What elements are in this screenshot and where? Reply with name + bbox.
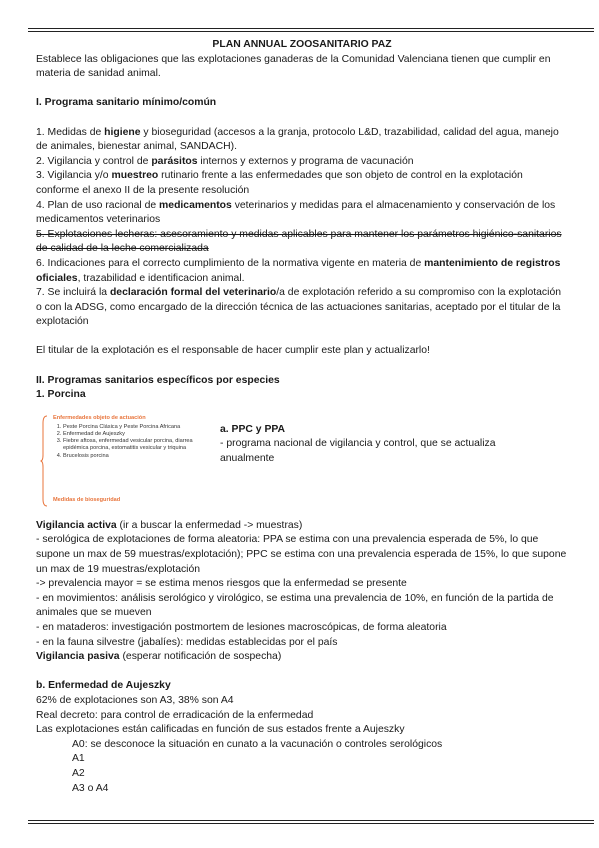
aujeszky-heading: b. Enfermedad de Aujeszky <box>36 680 171 692</box>
section1-item-7: 7. Se incluirá la declaración formal del veterinario/a de explotación referido a su compromiso con la explotación o con la ADSG, como encargado de la dirección técnica de las actuaciones sanitarias, aceptado por el titular de la explotación <box>36 287 561 328</box>
top-rule-2 <box>28 31 594 32</box>
responsible-note: El titular de la explotación es el responsable de hacer cumplir este plan y actualizarlo! <box>36 345 430 357</box>
section1-item-3: 3. Vigilancia y/o muestreo rutinario frente a las enfermedades que son objeto de control en la explotación conforme el anexo II de la presente resolución <box>36 170 523 196</box>
surveillance-line: -> prevalencia mayor = se estima menos riesgos que la enfermedad se presente <box>36 578 407 590</box>
document-title: PLAN ANNUAL ZOOSANITARIO PAZ <box>212 39 392 50</box>
ppc-ppa-block <box>220 413 520 511</box>
aujeszky-line: Real decreto: para control de erradicación de la enfermedad <box>36 709 314 721</box>
aujeszky-line: Las explotaciones están calificadas en función de sus estados frente a Aujeszky <box>36 724 405 736</box>
section1-heading: I. Programa sanitario mínimo/común <box>36 97 217 109</box>
surveillance-line: - en movimientos: análisis serológico y virológico, se estima una prevalencia de 10%, en función de la partida de animales que se mueven <box>36 592 554 619</box>
aujeszky-grade: A0: se desconoce la situación en cunato a la vacunación o controles serológicos <box>72 738 443 750</box>
diseases-list <box>53 424 207 460</box>
intro-paragraph: Establece las obligaciones que las explotaciones ganaderas de la Comunidad Valenciana tienen que cumplir en materia de sanidad animal. <box>36 53 551 80</box>
curly-brace-icon <box>40 415 48 507</box>
diseases-box <box>40 413 204 511</box>
surveillance-line: - en la fauna silvestre (jabalíes): medidas establecidas por el país <box>36 636 338 648</box>
disease-item: 2. Enfermedad de Aujeszky <box>63 431 207 438</box>
bottom-rule-1 <box>28 820 594 821</box>
section1-item-2: 2. Vigilancia y control de parásitos internos y externos y programa de vacunación <box>36 155 414 167</box>
section1-item-4: 4. Plan de uso racional de medicamentos veterinarios y medidas para el almacenamiento y conservación de los medicamentos veterinarios <box>36 199 556 226</box>
disease-item: 1. Peste Porcina Clásica y Peste Porcina Africana <box>63 424 207 431</box>
ppc-ppa-heading: a. PPC y PPA <box>220 423 286 435</box>
surveillance-line: - serológica de explotaciones de forma aleatoria: PPA se estima con una prevalencia esperada de 5%, lo que supone un max de 59 muestras/explotación); PPC se estima con una prevalencia esperada de 15%, lo que supone un max de 19 muestras/explotación <box>36 534 567 575</box>
section1-item-6: 6. Indicaciones para el correcto cumplimiento de la normativa vigente en materia de mantenimiento de registros oficiales, trazabilidad e identificacion animal. <box>36 257 561 284</box>
aujeszky-grade: A1 <box>72 753 85 765</box>
porcina-overview <box>36 413 568 511</box>
aujeszky-grade: A3 o A4 <box>72 782 109 794</box>
aujeszky-grade: A2 <box>72 767 85 779</box>
disease-item: 4. Brucelosis porcina <box>63 453 207 460</box>
active-surveillance-heading: Vigilancia activa (ir a buscar la enfermedad -> muestras) <box>36 519 303 531</box>
aujeszky-line: 62% de explotaciones son A3, 38% son A4 <box>36 694 234 706</box>
top-rule-1 <box>28 28 594 29</box>
disease-item: 3. Fiebre aftosa, enfermedad vesicular porcina, diarrea epidémica porcina, estomatitis vesicular y triquina <box>63 438 207 452</box>
surveillance-line: - en mataderos: investigación postmortem de lesiones macroscópicas, de forma aleatoria <box>36 622 447 633</box>
section2-heading: II. Programas sanitarios específicos por especies <box>36 374 280 386</box>
document-page <box>36 38 568 796</box>
passive-surveillance-line: Vigilancia pasiva (esperar notificación de sospecha) <box>36 651 282 663</box>
ppc-ppa-text: - programa nacional de vigilancia y control, que se actualiza anualmente <box>220 438 496 465</box>
bottom-rule-2 <box>28 823 594 824</box>
section1-item-5-struck: 5. Explotaciones lecheras: asesoramiento y medidas aplicables para mantener los parámetros higiénico-sanitarios de calidad de la leche comercializada <box>36 228 562 255</box>
diseases-box-footer: Medidas de bioseguridad <box>53 496 121 503</box>
section2-subheading-porcina: 1. Porcina <box>36 389 86 401</box>
section1-item-1: 1. Medidas de higiene y bioseguridad (accesos a la granja, protocolo L&D, trazabilidad, calidad del agua, manejo de animales, bienestar animal, SANDACH). <box>36 126 559 153</box>
diseases-box-title: Enfermedades objeto de actuación <box>53 414 146 421</box>
